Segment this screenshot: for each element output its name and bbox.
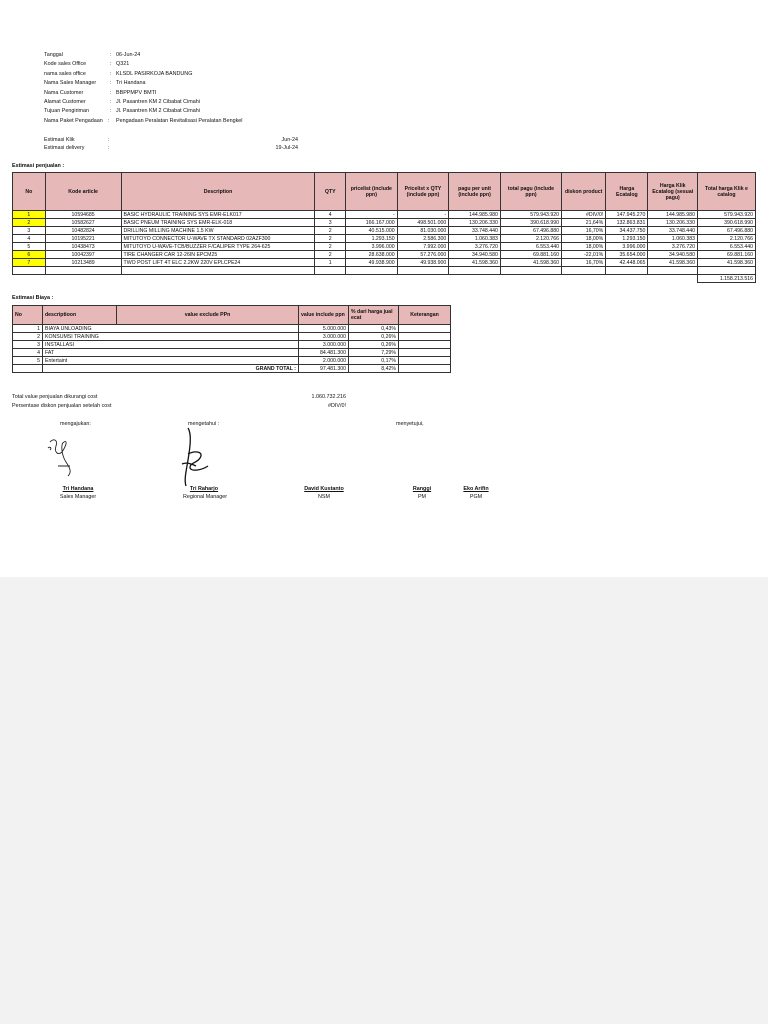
- sales-grand-total: 1.158.213.516: [697, 275, 755, 283]
- sales-row: [13, 243, 756, 251]
- sales-cell-ecat: 35.654.000: [606, 251, 648, 259]
- sales-cell-plqty: 81.030.000: [397, 227, 449, 235]
- sales-empty-cell: [648, 267, 698, 275]
- sales-cell-total_pagu: 69.881.160: [500, 251, 561, 259]
- sales-cell-qty: 4: [315, 211, 346, 219]
- sales-cell-total_pagu: 41.598.360: [500, 259, 561, 267]
- sales-cell-pagu: 3.276.720: [449, 243, 501, 251]
- sales-cell-no: 4: [13, 235, 46, 243]
- biaya-header-cell: value exclude PPn: [117, 306, 299, 325]
- sales-cell-plqty: 7.992.000: [397, 243, 449, 251]
- signer-3-name: David Kustanto: [304, 486, 344, 492]
- sales-cell-desc: BASIC HYDRAULIC TRAINING SYS EMR-ELK017: [121, 211, 315, 219]
- sales-total-blank: [45, 275, 121, 283]
- sales-cell-diskon: -22,01%: [562, 251, 606, 259]
- sales-empty-cell: [449, 267, 501, 275]
- sales-cell-diskon: 18,00%: [562, 243, 606, 251]
- sales-cell-diskon: 21,64%: [562, 219, 606, 227]
- sales-empty-cell: [500, 267, 561, 275]
- mengajukan-label: mengajukan:: [60, 421, 91, 427]
- biaya-grand-blank: [13, 365, 43, 373]
- biaya-cell-ket: [399, 333, 451, 341]
- sales-cell-desc: TWO POST LIFT 4T ELC 2.2KW 220V EPLCPE24: [121, 259, 315, 267]
- biaya-cell-excl: [117, 341, 299, 349]
- biaya-row: [13, 333, 451, 341]
- colon: :: [108, 117, 110, 124]
- sales-cell-klik: 144.985.980: [648, 211, 698, 219]
- sales-cell-ecat: 42.448.065: [606, 259, 648, 267]
- biaya-cell-ket: [399, 349, 451, 357]
- estimasi-delivery-value: 19-Jul-24: [275, 145, 298, 151]
- sales-header-cell: QTY: [315, 173, 346, 211]
- sales-cell-total_klik: 2.120.766: [697, 235, 755, 243]
- sales-cell-ecat: 147.945.270: [606, 211, 648, 219]
- biaya-cell-pct: 0,26%: [349, 341, 399, 349]
- signature-tri-raharjo: [176, 424, 212, 488]
- estimasi-klik-value: Jun-24: [281, 137, 298, 143]
- sales-cell-desc: TIRE CHANGER CAR 12-26IN EPCM25: [121, 251, 315, 259]
- sales-cell-code: 10594685: [45, 211, 121, 219]
- sales-row: [13, 219, 756, 227]
- biaya-cell-pct: 0,26%: [349, 333, 399, 341]
- sales-header-cell: Harga Ecatalog: [606, 173, 648, 211]
- sales-cell-plqty: -: [397, 211, 449, 219]
- sales-cell-no: 5: [13, 243, 46, 251]
- sales-header-cell: Harga Klik Ecatalog (sesuai pagu): [648, 173, 698, 211]
- sales-cell-total_klik: 6.553.440: [697, 243, 755, 251]
- sales-cell-desc: DRILLING MILLING MACHINE 1.5 KW: [121, 227, 315, 235]
- biaya-cell-ket: [399, 341, 451, 349]
- sales-table: [12, 172, 756, 283]
- sales-cell-ecat: 1.293.150: [606, 235, 648, 243]
- colon: :: [108, 137, 110, 143]
- sales-cell-pricelist: 166.167.000: [346, 219, 398, 227]
- signer-2-name: Tri Raharjo: [189, 486, 219, 492]
- biaya-cell-desc: BIAYA UNLOADING: [43, 325, 117, 333]
- mengetahui-label: mengetahui :: [188, 421, 220, 427]
- sales-cell-pagu: 1.060.383: [449, 235, 501, 243]
- estimasi-delivery-label: Estimasi delivery: [44, 145, 85, 151]
- sales-cell-klik: 33.748.440: [648, 227, 698, 235]
- sales-cell-diskon: 16,70%: [562, 227, 606, 235]
- sales-cell-plqty: 498.501.000: [397, 219, 449, 227]
- sales-total-blank: [606, 275, 648, 283]
- sales-total-blank: [500, 275, 561, 283]
- sales-cell-qty: 2: [315, 227, 346, 235]
- biaya-header-cell: Keterangan: [399, 306, 451, 325]
- sales-empty-cell: [697, 267, 755, 275]
- biaya-cell-ket: [399, 325, 451, 333]
- biaya-row: [13, 357, 451, 365]
- sales-empty-cell: [121, 267, 315, 275]
- biaya-cell-incl: 3.000.000: [299, 333, 349, 341]
- summary-value-1: 1.060.732.216: [311, 394, 346, 400]
- sales-empty-cell: [315, 267, 346, 275]
- biaya-cell-pct: 7,29%: [349, 349, 399, 357]
- info-label: Alamat Customer: [44, 98, 86, 105]
- info-label: Tanggal: [44, 52, 63, 58]
- menyetujui-label: menyetujui,: [396, 421, 424, 427]
- biaya-table: [12, 305, 451, 373]
- sales-cell-pricelist: -: [346, 211, 398, 219]
- colon: :: [108, 145, 110, 151]
- sales-empty-row: [13, 267, 756, 275]
- biaya-cell-desc: INSTALLASI: [43, 341, 117, 349]
- sales-cell-diskon: 18,00%: [562, 235, 606, 243]
- sales-empty-cell: [397, 267, 449, 275]
- biaya-title: Estimasi Biaya :: [12, 295, 54, 301]
- sales-cell-pagu: 41.598.360: [449, 259, 501, 267]
- sales-cell-pagu: 144.985.980: [449, 211, 501, 219]
- sales-cell-ecat: 34.437.750: [606, 227, 648, 235]
- signer-3-role: NSM: [318, 494, 330, 500]
- biaya-row: [13, 325, 451, 333]
- colon: :: [110, 80, 112, 87]
- sales-cell-qty: 3: [315, 219, 346, 227]
- signer-4-role: PM: [417, 494, 427, 500]
- estimasi-klik-label: Estimasi Klik: [44, 137, 75, 143]
- biaya-cell-no: 1: [13, 325, 43, 333]
- summary-label-2: Persentase diskon penjualan setelah cost: [12, 403, 112, 409]
- sales-header-cell: Pricelist x QTY (include ppn): [397, 173, 449, 211]
- biaya-header-cell: % dari harga jual ecat: [349, 306, 399, 325]
- sales-cell-code: 10195221: [45, 235, 121, 243]
- sales-cell-total_pagu: 2.120.766: [500, 235, 561, 243]
- info-value: Tri Handana: [116, 80, 146, 87]
- sales-cell-total_klik: 579.943.920: [697, 211, 755, 219]
- sales-empty-cell: [346, 267, 398, 275]
- sales-cell-code: 10482824: [45, 227, 121, 235]
- sales-header-cell: Description: [121, 173, 315, 211]
- sales-row: [13, 227, 756, 235]
- colon: :: [110, 70, 112, 77]
- signer-1-role: Sales Manager: [59, 494, 97, 500]
- sales-cell-qty: 1: [315, 259, 346, 267]
- sales-cell-pagu: 34.940.580: [449, 251, 501, 259]
- sales-header-cell: total pagu (include ppn): [500, 173, 561, 211]
- sales-header-cell: No: [13, 173, 46, 211]
- sales-cell-code: 10213489: [45, 259, 121, 267]
- colon: :: [110, 61, 112, 68]
- signer-1-name: Tri Handana: [62, 486, 94, 492]
- info-label: Nama Sales Manager: [44, 80, 97, 87]
- sales-total-row: [13, 275, 756, 283]
- sales-cell-total_pagu: 67.496.880: [500, 227, 561, 235]
- sales-total-blank: [397, 275, 449, 283]
- biaya-cell-pct: 0,17%: [349, 357, 399, 365]
- sales-cell-qty: 2: [315, 235, 346, 243]
- biaya-cell-no: 3: [13, 341, 43, 349]
- sales-cell-code: 10438473: [45, 243, 121, 251]
- info-value: Jl. Pasantren KM 2 Cibabat Cimahi: [116, 98, 200, 105]
- biaya-row: [13, 349, 451, 357]
- biaya-grand-incl: 97.481.300: [299, 365, 349, 373]
- sales-total-blank: [449, 275, 501, 283]
- biaya-cell-excl: [117, 333, 299, 341]
- info-value: 06-Jun-24: [116, 52, 141, 58]
- sales-empty-cell: [562, 267, 606, 275]
- sales-empty-cell: [606, 267, 648, 275]
- colon: :: [110, 108, 112, 115]
- sales-row: [13, 211, 756, 219]
- sales-cell-pricelist: 40.515.000: [346, 227, 398, 235]
- biaya-cell-no: 5: [13, 357, 43, 365]
- sales-cell-pagu: 130.206.330: [449, 219, 501, 227]
- sales-cell-desc: MITUTOYO CONNECTOR U-WAVE TX STANDARD 02AZF300: [121, 235, 315, 243]
- sales-header-cell: Total harga Klik e catalog: [697, 173, 755, 211]
- biaya-cell-excl: [117, 357, 299, 365]
- info-value: Jl. Pasantren KM 2 Cibabat Cimahi: [116, 108, 200, 115]
- sales-row: [13, 235, 756, 243]
- sales-cell-total_pagu: 390.618.990: [500, 219, 561, 227]
- sales-cell-total_klik: 41.598.360: [697, 259, 755, 267]
- colon: :: [110, 52, 112, 58]
- sales-cell-klik: 1.060.383: [648, 235, 698, 243]
- biaya-cell-incl: 5.000.000: [299, 325, 349, 333]
- biaya-grand-pct: 8,42%: [349, 365, 399, 373]
- sales-cell-code: 10042397: [45, 251, 121, 259]
- biaya-cell-excl: [117, 349, 299, 357]
- info-value: Q321: [116, 61, 130, 68]
- signature-tri-handana: [44, 436, 84, 480]
- signer-2-role: Regional Manager: [182, 494, 228, 500]
- biaya-header-cell: descriptioon: [43, 306, 117, 325]
- sales-row: [13, 259, 756, 267]
- info-label: Nama Customer: [44, 89, 84, 96]
- sales-empty-cell: [45, 267, 121, 275]
- sales-cell-pricelist: 28.638.000: [346, 251, 398, 259]
- biaya-cell-incl: 3.000.000: [299, 341, 349, 349]
- sales-title: Estimasi penjualan :: [12, 163, 65, 169]
- sales-total-blank: [13, 275, 46, 283]
- sales-cell-plqty: 49.938.900: [397, 259, 449, 267]
- info-label: Kode sales Office: [44, 61, 87, 68]
- sales-cell-qty: 2: [315, 243, 346, 251]
- sales-cell-no: 3: [13, 227, 46, 235]
- sales-cell-plqty: 57.276.000: [397, 251, 449, 259]
- biaya-cell-excl: [117, 325, 299, 333]
- signer-4-name: Ranggi: [412, 486, 432, 492]
- sales-cell-code: 10582627: [45, 219, 121, 227]
- info-label: Tujuan Pengiriman: [44, 108, 90, 115]
- sales-cell-total_pagu: 6.553.440: [500, 243, 561, 251]
- sales-cell-qty: 2: [315, 251, 346, 259]
- biaya-grand-row: [13, 365, 451, 373]
- biaya-grand-ket: [399, 365, 451, 373]
- sales-row: [13, 251, 756, 259]
- biaya-cell-no: 2: [13, 333, 43, 341]
- sales-cell-ecat: 132.863.831: [606, 219, 648, 227]
- biaya-grand-label: GRAND TOTAL :: [43, 365, 299, 373]
- sales-header-cell: pagu per unit (include ppn): [449, 173, 501, 211]
- sales-total-blank: [121, 275, 315, 283]
- sales-cell-total_klik: 69.881.160: [697, 251, 755, 259]
- info-value: KLSDL PASIRKOJA BANDUNG: [116, 70, 193, 77]
- sales-cell-ecat: 3.996.000: [606, 243, 648, 251]
- signer-5-role: PGM: [469, 494, 483, 500]
- sales-cell-pricelist: 1.293.150: [346, 235, 398, 243]
- signer-5-name: Eko Arifin: [463, 486, 489, 492]
- sales-cell-no: 1: [13, 211, 46, 219]
- biaya-header-cell: No: [13, 306, 43, 325]
- biaya-cell-incl: 2.000.000: [299, 357, 349, 365]
- sales-total-blank: [315, 275, 346, 283]
- sales-cell-klik: 41.598.360: [648, 259, 698, 267]
- biaya-cell-desc: FAT: [43, 349, 117, 357]
- biaya-cell-ket: [399, 357, 451, 365]
- biaya-cell-desc: Entertaint: [43, 357, 117, 365]
- colon: :: [110, 98, 112, 105]
- summary-label-1: Total value penjualan dikurangi cost: [12, 394, 98, 400]
- sales-header-cell: pricelist (include ppn): [346, 173, 398, 211]
- info-label: Nama Paket Pengadaan: [44, 117, 103, 124]
- sales-cell-diskon: #DIV/0!: [562, 211, 606, 219]
- sales-cell-total_klik: 67.496.880: [697, 227, 755, 235]
- sales-cell-no: 7: [13, 259, 46, 267]
- biaya-cell-desc: KONSUMSI TRAINING: [43, 333, 117, 341]
- sales-header-cell: diskon product: [562, 173, 606, 211]
- summary-value-2: #DIV/0!: [328, 403, 346, 409]
- biaya-cell-incl: 84.481.300: [299, 349, 349, 357]
- colon: :: [110, 89, 112, 96]
- sales-cell-desc: MITUTOYO U-WAVE-TCB/BUZZER F/CALIPER TYPE 264-625: [121, 243, 315, 251]
- sales-total-blank: [648, 275, 698, 283]
- biaya-cell-pct: 0,43%: [349, 325, 399, 333]
- sales-cell-plqty: 2.586.300: [397, 235, 449, 243]
- biaya-cell-no: 4: [13, 349, 43, 357]
- info-label: nama sales office: [44, 70, 86, 77]
- sales-cell-pricelist: 49.938.900: [346, 259, 398, 267]
- sales-cell-klik: 130.206.330: [648, 219, 698, 227]
- sales-empty-cell: [13, 267, 46, 275]
- biaya-row: [13, 341, 451, 349]
- sales-cell-klik: 3.276.720: [648, 243, 698, 251]
- sales-cell-pagu: 33.748.440: [449, 227, 501, 235]
- sales-cell-desc: BASIC PNEUM TRAINING SYS EMR-ELK-018: [121, 219, 315, 227]
- sales-cell-klik: 34.940.580: [648, 251, 698, 259]
- sales-cell-pricelist: 3.996.000: [346, 243, 398, 251]
- sales-cell-no: 6: [13, 251, 46, 259]
- sales-total-blank: [562, 275, 606, 283]
- sales-header-cell: Kode article: [45, 173, 121, 211]
- sales-cell-diskon: 16,70%: [562, 259, 606, 267]
- sales-cell-no: 2: [13, 219, 46, 227]
- sales-cell-total_pagu: 579.943.920: [500, 211, 561, 219]
- sales-total-blank: [346, 275, 398, 283]
- sales-cell-total_klik: 390.618.990: [697, 219, 755, 227]
- info-value: Pengadaan Peralatan Revitalisasi Peralatan Bengkel: [116, 117, 243, 124]
- biaya-header-cell: value include ppn: [299, 306, 349, 325]
- info-value: BBPPMPV BMTI: [116, 89, 157, 96]
